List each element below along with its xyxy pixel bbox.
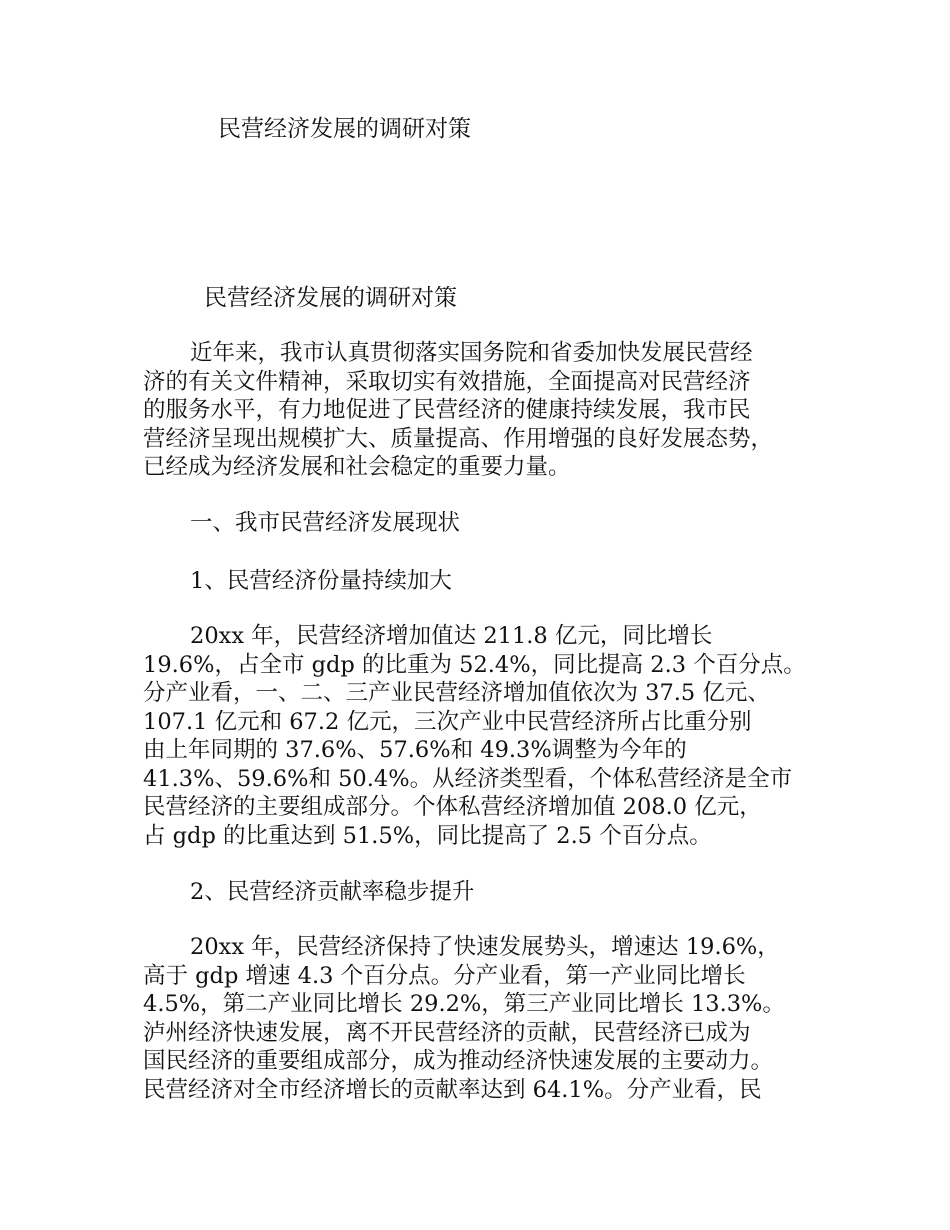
- paragraph-line: 营经济呈现出规模扩大、质量提高、作用增强的良好发展态势，: [143, 425, 774, 452]
- paragraph-line: 济的有关文件精神，采取切实有效措施，全面提高对民营经济: [143, 368, 751, 395]
- paragraph-line: 泸州经济快速发展，离不开民营经济的贡献，民营经济已成为: [143, 1019, 751, 1046]
- article-title: 民营经济发展的调研对策: [204, 285, 457, 311]
- document-title: 民营经济发展的调研对策: [218, 116, 471, 142]
- paragraph-output-share: [143, 622, 833, 850]
- paragraph-line: 已经成为经济发展和社会稳定的重要力量。: [143, 454, 571, 480]
- paragraph-line: 高于 gdp 增速 4.3 个百分点。分产业看，第一产业同比增长: [143, 962, 746, 989]
- paragraph-line: 的服务水平，有力地促进了民营经济的健康持续发展，我市民: [143, 397, 751, 423]
- paragraph-line: 41.3%、59.6%和 50.4%。从经济类型看，个体私营经济是全市: [143, 765, 793, 792]
- paragraph-line: 由上年同期的 37.6%、57.6%和 49.3%调整为今年的: [143, 737, 687, 763]
- paragraph-line: 20xx 年，民营经济增加值达 211.8 亿元，同比增长: [190, 623, 713, 649]
- intro-paragraph: [143, 339, 833, 482]
- paragraph-line: 国民经济的重要组成部分，成为推动经济快速发展的主要动力。: [143, 1048, 774, 1074]
- paragraph-line: 4.5%，第二产业同比增长 29.2%，第三产业同比增长 13.3%。: [143, 991, 785, 1017]
- paragraph-line: 20xx 年，民营经济保持了快速发展势头，增速达 19.6%，: [190, 934, 780, 960]
- paragraph-contribution: [143, 933, 833, 1104]
- paragraph-line: 分产业看，一、二、三产业民营经济增加值依次为 37.5 亿元、: [143, 680, 770, 706]
- paragraph-line: 民营经济的主要组成部分。个体私营经济增加值 208.0 亿元，: [143, 794, 762, 820]
- paragraph-line: 民营经济对全市经济增长的贡献率达到 64.1%。分产业看，民: [143, 1076, 762, 1103]
- paragraph-line: 107.1 亿元和 67.2 亿元，三次产业中民营经济所占比重分别: [143, 708, 752, 735]
- paragraph-line: 19.6%，占全市 gdp 的比重为 52.4%，同比提高 2.3 个百分点。: [143, 651, 806, 678]
- subsection-heading: 1、民营经济份量持续加大: [190, 568, 452, 594]
- paragraph-line: 占 gdp 的比重达到 51.5%，同比提高了 2.5 个百分点。: [143, 822, 712, 849]
- paragraph-line: 近年来，我市认真贯彻落实国务院和省委加快发展民营经: [190, 340, 753, 366]
- subsection-heading: 2、民营经济贡献率稳步提升: [190, 879, 475, 905]
- section-heading: 一、我市民营经济发展现状: [190, 510, 461, 536]
